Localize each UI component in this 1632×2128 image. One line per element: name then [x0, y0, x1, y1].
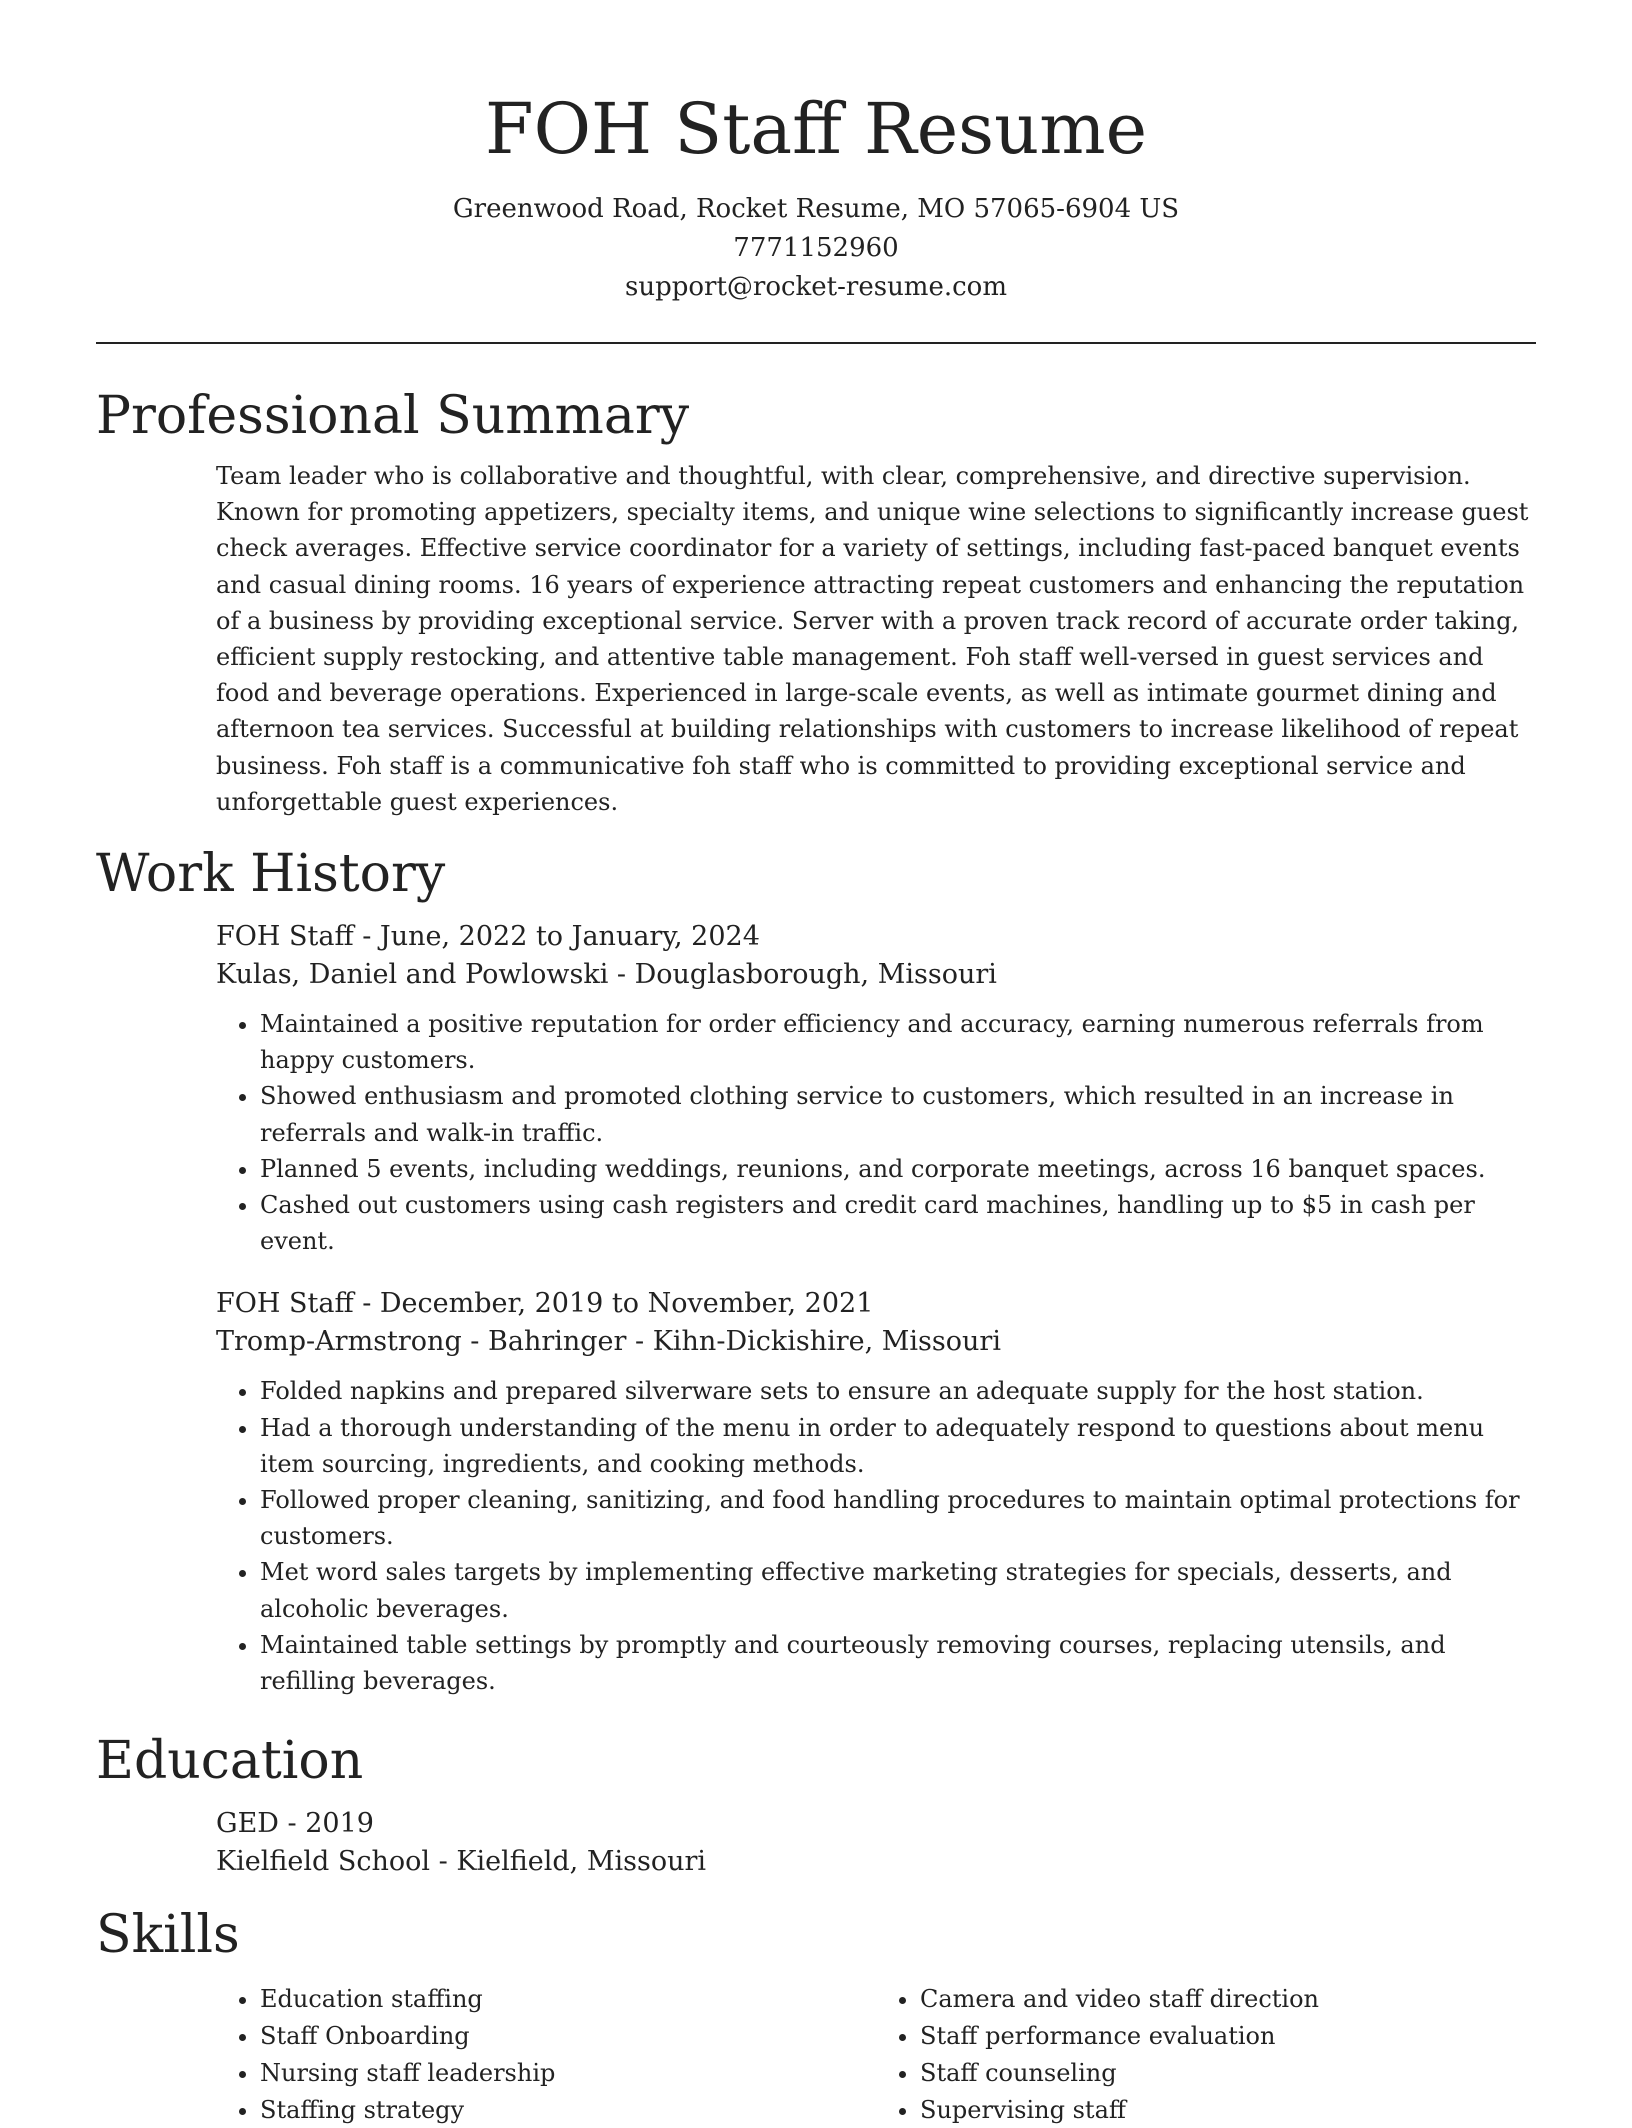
job-bullet-list — [216, 1373, 1536, 1699]
job-bullet: • Met word sales targets by implementing effective marketing strategies for specials, desserts, and alcoholic beverages. — [260, 1554, 1536, 1626]
contact-phone: 7771152960 — [733, 233, 899, 263]
education-school-location: Kielfield School - Kielfield, Missouri — [216, 1846, 707, 1878]
job-entry — [216, 1285, 1536, 1699]
education-heading: Education — [96, 1731, 364, 1792]
skill-item: • Staff counseling — [920, 2055, 1536, 2092]
summary-heading: Professional Summary — [96, 386, 690, 446]
skills-heading: Skills — [96, 1905, 240, 1966]
skills-section — [96, 1899, 1536, 2128]
contact-email: support@rocket-resume.com — [624, 272, 1007, 302]
job-bullet: • Folded napkins and prepared silverware sets to ensure an adequate supply for the host station. — [260, 1373, 1536, 1409]
job-bullet: • Maintained table settings by promptly and courteously removing courses, replacing utensils, and refilling beverages. — [260, 1627, 1536, 1699]
resume-header — [0, 0, 1632, 307]
job-bullet: • Maintained a positive reputation for order efficiency and accuracy, earning numerous referrals from happy customers. — [260, 1006, 1536, 1078]
skill-item: • Staff performance evaluation — [920, 2018, 1536, 2055]
job-role-dates: FOH Staff - December, 2019 to November, 2021 — [216, 1288, 874, 1320]
summary-text: Team leader who is collaborative and thoughtful, with clear, comprehensive, and directive supervision. Known for promoting appetizers, specialty items, and unique wine selections to significantly increase guest check averages. Effective service coordinator for a variety of settings, including fast-paced banquet events and casual dining rooms. 16 years of experience attracting repeat customers and enhancing the reputation of a business by providing exceptional service. Server with a proven track record of accurate order taking, efficient supply restocking, and attentive table management. Foh staff well-versed in guest services and food and beverage operations. Experienced in large-scale events, as well as intimate gourmet dining and afternoon tea services. Successful at building relationships with customers to increase likelihood of repeat business. Foh staff is a communicative foh staff who is committed to providing exceptional service and unforgettable guest experiences. — [216, 462, 1529, 816]
job-bullet: • Showed enthusiasm and promoted clothing service to customers, which resulted in an increase in referrals and walk-in traffic. — [260, 1078, 1536, 1150]
job-company-location: Tromp-Armstrong - Bahringer - Kihn-Dickishire, Missouri — [216, 1326, 1001, 1358]
skills-list-right — [876, 1981, 1536, 2128]
skill-item: • Nursing staff leadership — [260, 2055, 876, 2092]
job-role-dates: FOH Staff - June, 2022 to January, 2024 — [216, 921, 760, 953]
job-bullet: • Followed proper cleaning, sanitizing, and food handling procedures to maintain optimal protections for customers. — [260, 1482, 1536, 1554]
contact-block — [0, 190, 1632, 307]
education-section — [96, 1725, 1536, 1881]
summary-section — [96, 380, 1536, 820]
job-bullet: • Planned 5 events, including weddings, reunions, and corporate meetings, across 16 banquet spaces. — [260, 1151, 1536, 1187]
work-history-heading: Work History — [96, 844, 446, 905]
job-company-location: Kulas, Daniel and Powlowski - Douglasborough, Missouri — [216, 959, 997, 991]
skill-item: • Staff Onboarding — [260, 2018, 876, 2055]
job-bullet: • Had a thorough understanding of the menu in order to adequately respond to questions about menu item sourcing, ingredients, and cooking methods. — [260, 1410, 1536, 1482]
job-bullet: • Cashed out customers using cash registers and credit card machines, handling up to $5 in cash per event. — [260, 1187, 1536, 1259]
header-divider — [96, 342, 1536, 344]
skills-list-left — [216, 1981, 876, 2128]
job-entry — [216, 918, 1536, 1259]
skill-item: • Camera and video staff direction — [920, 1981, 1536, 2018]
education-degree-year: GED - 2019 — [216, 1808, 374, 1840]
skill-item: • Supervising staff — [920, 2092, 1536, 2128]
resume-title: FOH Staff Resume — [485, 88, 1147, 170]
skill-item: • Staffing strategy — [260, 2092, 876, 2128]
skills-columns — [216, 1981, 1536, 2128]
work-history-section — [96, 838, 1536, 1699]
resume-body — [96, 380, 1536, 2128]
contact-address: Greenwood Road, Rocket Resume, MO 57065-6904 US — [452, 194, 1180, 224]
skill-item: • Education staffing — [260, 1981, 876, 2018]
job-bullet-list — [216, 1006, 1536, 1259]
